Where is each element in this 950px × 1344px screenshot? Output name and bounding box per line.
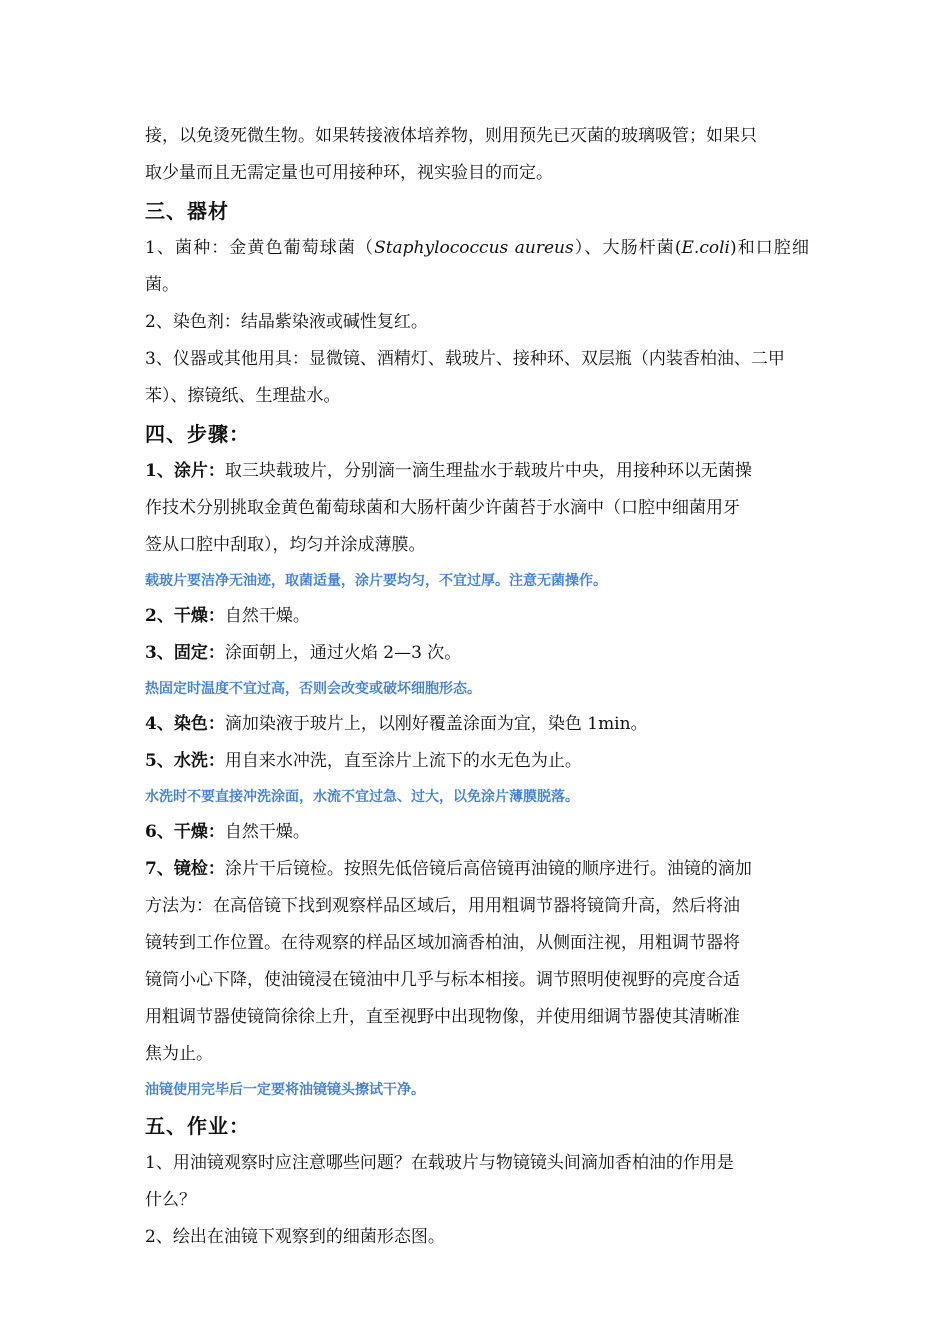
equipment-item-tools: 3、仪器或其他用具：显微镜、酒精灯、载玻片、接种环、双层瓶（内装香柏油、二甲 bbox=[145, 349, 785, 369]
document-body bbox=[145, 118, 809, 1256]
step-microscopy-cont: 焦为止。 bbox=[145, 1044, 213, 1064]
step-microscopy-cont: 用粗调节器使镜筒徐徐上升，直至视野中出现物像，并使用细调节器使其清晰准 bbox=[145, 1007, 740, 1027]
step-stain bbox=[145, 706, 809, 743]
section-heading-equipment: 三、器材 bbox=[145, 199, 229, 223]
step-label: 2、干燥： bbox=[145, 606, 225, 626]
step-microscopy-cont: 方法为：在高倍镜下找到观察样品区域后，用用粗调节器将镜筒升高，然后将油 bbox=[145, 896, 740, 916]
paragraph-line: 取少量而且无需定量也可用接种环，视实验目的而定。 bbox=[145, 163, 553, 183]
step-text: 涂片干后镜检。按照先低倍镜后高倍镜再油镜的顺序进行。油镜的滴加 bbox=[224, 859, 752, 879]
equipment-item-strains bbox=[145, 230, 809, 304]
homework-question-1-cont: 什么？ bbox=[145, 1190, 196, 1210]
note-fix: 热固定时温度不宜过高，否则会改变或破坏细胞形态。 bbox=[145, 681, 481, 697]
note-smear: 载玻片要洁净无油迹，取菌适量，涂片要均匀，不宜过厚。注意无菌操作。 bbox=[145, 573, 607, 589]
step-text: 涂面朝上，通过火焰 2—3 次。 bbox=[224, 643, 462, 663]
step-smear-cont: 签从口腔中刮取），均匀并涂成薄膜。 bbox=[145, 535, 426, 555]
text-span: 1、菌种：金黄色葡萄球菌（ bbox=[145, 238, 375, 258]
step-text: 用自来水冲洗，直至涂片上流下的水无色为止。 bbox=[224, 751, 582, 771]
text-span: ）、大肠杆菌( bbox=[573, 238, 682, 258]
step-label: 1、涂片： bbox=[145, 461, 225, 481]
step-smear bbox=[145, 453, 809, 490]
step-wash bbox=[145, 743, 809, 780]
step-dry bbox=[145, 598, 809, 635]
step-label: 3、固定： bbox=[145, 643, 225, 663]
step-microscopy bbox=[145, 851, 809, 888]
step-text: 自然干燥。 bbox=[224, 606, 310, 626]
homework-question-2: 2、绘出在油镜下观察到的细菌形态图。 bbox=[145, 1227, 445, 1247]
step-label: 7、镜检： bbox=[145, 859, 225, 879]
step-microscopy-cont: 镜转到工作位置。在待观察的样品区域加滴香柏油，从侧面注视，用粗调节器将 bbox=[145, 933, 740, 953]
step-label: 6、干燥： bbox=[145, 822, 225, 842]
note-oil-lens: 油镜使用完毕后一定要将油镜镜头擦试干净。 bbox=[145, 1082, 425, 1098]
step-label: 4、染色： bbox=[145, 714, 225, 734]
step-label: 5、水洗： bbox=[145, 751, 225, 771]
equipment-item-stains: 2、染色剂：结晶紫染液或碱性复红。 bbox=[145, 312, 428, 332]
latin-name: Staphylococcus aureus bbox=[374, 238, 574, 258]
paragraph-line: 接，以免烫死微生物。如果转接液体培养物，则用预先已灭菌的玻璃吸管；如果只 bbox=[145, 126, 757, 146]
note-wash: 水洗时不要直接冲洗涂面，水流不宜过急、过大，以免涂片薄膜脱落。 bbox=[145, 789, 579, 805]
section-heading-homework: 五、作业： bbox=[145, 1114, 250, 1138]
step-dry-2 bbox=[145, 814, 809, 851]
step-text: 滴加染液于玻片上，以刚好覆盖涂面为宜，染色 1min。 bbox=[224, 714, 648, 734]
step-fix bbox=[145, 635, 809, 672]
text-span: )和口腔细菌。 bbox=[145, 238, 809, 295]
step-text: 取三块载玻片，分别滴一滴生理盐水于载玻片中央，用接种环以无菌操 bbox=[224, 461, 752, 481]
section-heading-steps: 四、步骤： bbox=[145, 422, 250, 446]
homework-question-1: 1、用油镜观察时应注意哪些问题？在载玻片与物镜镜头间滴加香柏油的作用是 bbox=[145, 1153, 734, 1173]
equipment-item-tools-cont: 苯）、擦镜纸、生理盐水。 bbox=[145, 386, 341, 406]
step-smear-cont: 作技术分别挑取金黄色葡萄球菌和大肠杆菌少许菌苔于水滴中（口腔中细菌用牙 bbox=[145, 498, 740, 518]
step-microscopy-cont: 镜筒小心下降，使油镜浸在镜油中几乎与标本相接。调节照明使视野的亮度合适 bbox=[145, 970, 740, 990]
latin-name: E.coli bbox=[681, 238, 730, 258]
step-text: 自然干燥。 bbox=[224, 822, 310, 842]
